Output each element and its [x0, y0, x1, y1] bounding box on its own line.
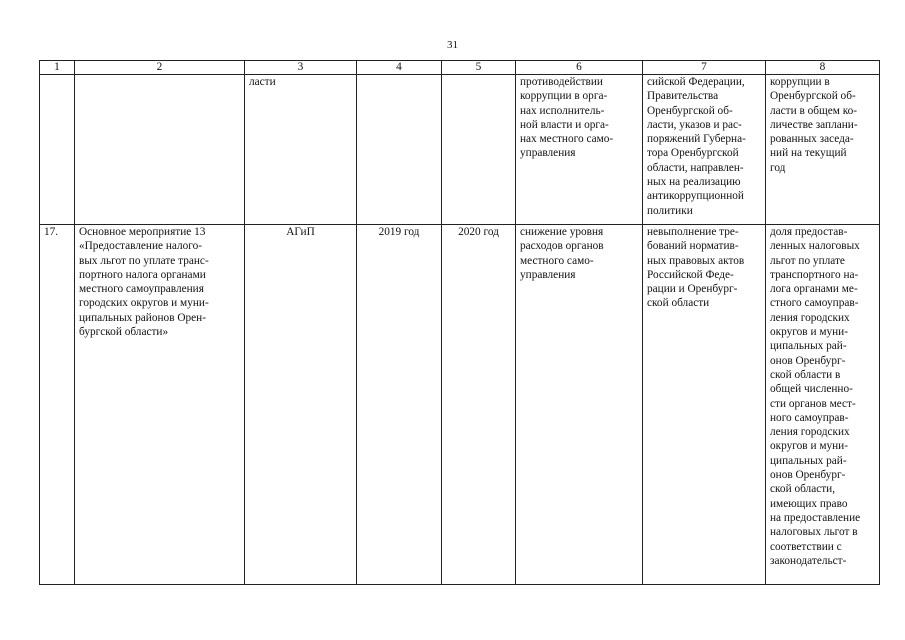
cell-text-line: ний на текущий — [770, 147, 847, 160]
cell-text-line: льгот по уплате — [770, 254, 845, 267]
table-cell — [643, 75, 766, 225]
cell-text-line: области, направлен- — [647, 161, 744, 174]
column-number: 2 — [75, 61, 245, 75]
table-cell — [516, 225, 643, 585]
cell-text-line: ного самоуправ- — [770, 411, 849, 424]
cell-text-line: ской области, — [770, 483, 836, 496]
table-row-17 — [40, 225, 880, 585]
cell-text-line: бургской области» — [79, 326, 169, 339]
cell-text-line: ных правовых актов — [647, 254, 745, 267]
column-number: 8 — [766, 61, 880, 75]
column-number-row — [40, 61, 880, 75]
column-number: 6 — [516, 61, 643, 75]
cell-text-line: тора Оренбургской — [647, 147, 739, 160]
cell-text-line: соответствии с — [770, 540, 842, 553]
cell-text-line: ласти в общем ко- — [770, 104, 858, 117]
cell-text-line: доля предостав- — [770, 226, 848, 238]
cell-text-line: коррупции в — [770, 76, 830, 88]
table-cell — [766, 225, 880, 585]
cell-text-line: Правительства — [647, 90, 719, 103]
cell-text-line: ленных налоговых — [770, 240, 860, 253]
cell-text-line: поряжений Губерна- — [647, 133, 746, 146]
cell-text-line: личестве заплани- — [770, 118, 858, 131]
cell-text-line: транспортного на- — [770, 268, 859, 281]
cell-text-line: АГиП — [286, 226, 315, 238]
table-cell — [442, 225, 516, 585]
table-cell — [442, 75, 516, 225]
table-cell — [516, 75, 643, 225]
cell-text-line: невыполнение тре- — [647, 226, 739, 238]
page-number: 31 — [447, 39, 458, 51]
cell-text-line: ласти, указов и рас- — [647, 118, 742, 131]
cell-text-line: ской области — [647, 297, 710, 310]
cell-text-line: ской области в — [770, 368, 841, 381]
cell-text-line: налоговых льгот в — [770, 526, 858, 539]
cell-text-line: округов и муни- — [770, 326, 848, 339]
table-cell — [643, 225, 766, 585]
cell-text-line: 2020 год — [458, 226, 499, 238]
column-number: 4 — [357, 61, 442, 75]
cell-text-line: противодействии — [520, 76, 603, 88]
table-cell — [40, 75, 75, 225]
cell-text-line: ципальных районов Орен- — [79, 311, 206, 324]
cell-text-line: рации и Оренбург- — [647, 283, 738, 296]
cell-text-line: местного самоуправления — [79, 283, 204, 296]
table-cell — [245, 75, 357, 225]
cell-text-line: ления городских — [770, 426, 850, 439]
cell-text-line: имеющих право — [770, 497, 848, 510]
cell-text-line: Российской Феде- — [647, 268, 734, 281]
cell-text-line: политики — [647, 204, 693, 217]
cell-text-line: портного налога органами — [79, 268, 206, 281]
table-cell — [245, 225, 357, 585]
cell-text-line: бований норматив- — [647, 240, 739, 253]
cell-text-line: рованных заседа- — [770, 133, 854, 146]
cell-text-line: управления — [520, 268, 576, 281]
cell-text-line: ципальных рай- — [770, 454, 847, 467]
cell-text-line: 17. — [44, 226, 59, 238]
cell-text-line: год — [770, 161, 786, 174]
cell-text-line: на предоставление — [770, 511, 861, 524]
cell-text-line: «Предоставление налого- — [79, 240, 203, 253]
column-number: 7 — [643, 61, 766, 75]
column-number: 1 — [40, 61, 75, 75]
cell-text-line: антикоррупционной — [647, 190, 744, 203]
cell-text-line: коррупции в орга- — [520, 90, 608, 103]
cell-text-line: вых льгот по уплате транс- — [79, 254, 209, 267]
table-cell — [357, 225, 442, 585]
cell-text-line: округов и муни- — [770, 440, 848, 453]
cell-text-line: онов Оренбург- — [770, 469, 846, 482]
cell-text-line: ласти — [249, 76, 276, 88]
table-row-continued — [40, 75, 880, 225]
cell-text-line: местного само- — [520, 254, 594, 267]
cell-text-line: городских округов и муни- — [79, 297, 209, 310]
column-number: 5 — [442, 61, 516, 75]
cell-text-line: ципальных рай- — [770, 340, 847, 353]
cell-text-line: 2019 год — [378, 226, 420, 238]
measures-table — [39, 60, 880, 585]
cell-text-line: Основное мероприятие 13 — [79, 226, 206, 238]
table-cell — [75, 75, 245, 225]
table-cell — [357, 75, 442, 225]
cell-text-line: Оренбургской об- — [770, 90, 856, 103]
cell-text-line: управления — [520, 147, 576, 160]
table-cell — [75, 225, 245, 585]
cell-text-line: онов Оренбург- — [770, 354, 846, 367]
cell-text-line: сийской Федерации, — [647, 76, 745, 88]
cell-text-line: снижение уровня — [520, 226, 604, 238]
cell-text-line: ных на реализацию — [647, 176, 741, 189]
cell-text-line: Оренбургской об- — [647, 104, 733, 117]
column-number: 3 — [245, 61, 357, 75]
cell-text-line: общей численно- — [770, 383, 853, 396]
cell-text-line: законодательст- — [770, 554, 847, 567]
cell-text-line: нах исполнитель- — [520, 104, 605, 117]
cell-text-line: ления городских — [770, 311, 850, 324]
cell-text-line: сти органов мест- — [770, 397, 856, 410]
table-cell — [766, 75, 880, 225]
cell-text-line: расходов органов — [520, 240, 604, 253]
cell-text-line: лога органами ме- — [770, 283, 858, 296]
cell-text-line: стного самоуправ- — [770, 297, 859, 310]
cell-text-line: нах местного само- — [520, 133, 614, 146]
cell-text-line: ной власти и орга- — [520, 118, 609, 131]
row-number-cell — [40, 225, 75, 585]
